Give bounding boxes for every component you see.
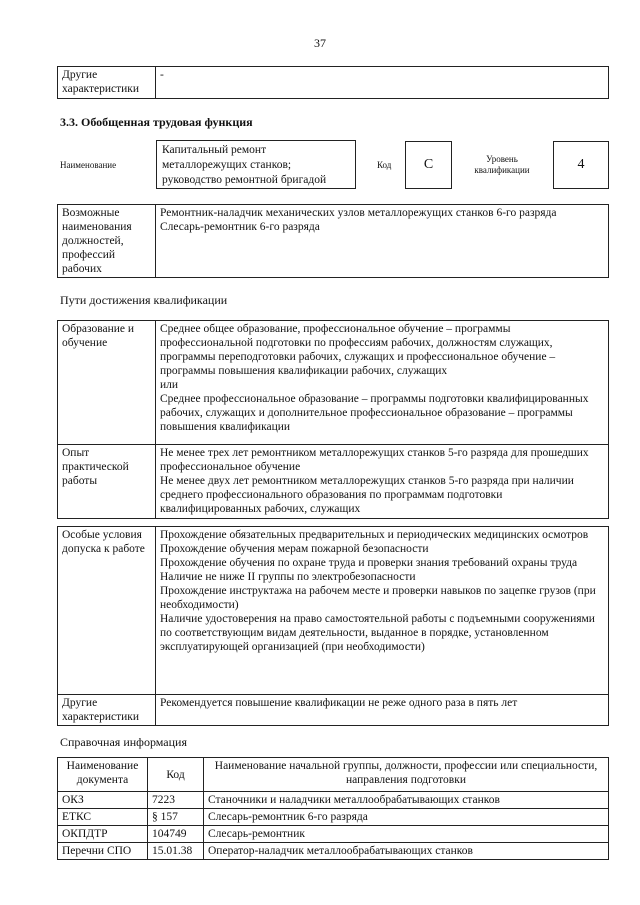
experience-line: Не менее двух лет ремонтником металлорежущих станков 5-го разряда при наличии среднего профессионального образования по программам подготовки квалифицированных рабочих, служащих bbox=[160, 475, 574, 515]
special-line: Прохождение обучения мерам пожарной безопасности bbox=[160, 543, 429, 555]
reference-table bbox=[57, 757, 609, 860]
special-line: Прохождение обязательных предварительных и периодических медицинских осмотров bbox=[160, 529, 589, 541]
special-line: Наличие удостоверения на право самостоятельной работы с подъемными сооружениями по соответствующим видам деятельности, выданное в порядке, установленном эксплуатирующей организацией (при необходимости) bbox=[160, 613, 595, 653]
name-label: Наименование bbox=[60, 160, 117, 170]
experience-line: Не менее трех лет ремонтником металлорежущих станков 5-го разряда для прошедших профессиональное обучение bbox=[160, 447, 589, 473]
reference-heading: Справочная информация bbox=[60, 735, 187, 749]
table-row bbox=[58, 809, 609, 826]
name-value: Капитальный ремонт металлорежущих станков; руководство ремонтной бригадой bbox=[156, 140, 356, 189]
education-line: или bbox=[160, 379, 179, 391]
ref-cell: § 157 bbox=[148, 809, 204, 826]
position-item: Ремонтник-наладчик механических узлов металлорежущих станков 6-го разряда bbox=[160, 207, 557, 219]
table-row bbox=[58, 826, 609, 843]
ref-cell: 7223 bbox=[148, 792, 204, 809]
positions-table bbox=[57, 204, 609, 278]
ref-cell: Перечни СПО bbox=[58, 843, 148, 860]
top-other-table bbox=[57, 66, 609, 99]
ref-cell: Слесарь-ремонтник bbox=[204, 826, 609, 843]
ref-cell: Станочники и наладчики металлообрабатывающих станков bbox=[204, 792, 609, 809]
section-title: 3.3. Обобщенная трудовая функция bbox=[60, 115, 253, 129]
code-label: Код bbox=[377, 160, 392, 170]
special-line: Наличие не ниже II группы по электробезопасности bbox=[160, 571, 416, 583]
page-number: 37 bbox=[314, 36, 326, 50]
ref-cell: ЕТКС bbox=[58, 809, 148, 826]
paths-heading: Пути достижения квалификации bbox=[60, 293, 228, 307]
experience-label: Опыт практической работы bbox=[58, 445, 156, 519]
ref-cell: Слесарь-ремонтник 6-го разряда bbox=[204, 809, 609, 826]
ref-cell: ОКПДТР bbox=[58, 826, 148, 843]
special-label: Особые условия допуска к работе bbox=[58, 527, 156, 695]
positions-label: Возможные наименования должностей, профессий рабочих bbox=[58, 205, 156, 278]
top-other-label: Другие характеристики bbox=[58, 67, 156, 99]
position-item: Слесарь-ремонтник 6-го разряда bbox=[160, 221, 320, 233]
ref-cell: ОКЗ bbox=[58, 792, 148, 809]
special-line: Прохождение обучения по охране труда и проверки знания требований охраны труда bbox=[160, 557, 578, 569]
education-line: Среднее общее образование, профессиональное обучение – программы профессиональной подготовки по профессиям рабочих, должностям служащих, программы переподготовки рабочих, служащих и профессиональное обучение – программы повышения квалификации рабочих, служащих bbox=[160, 323, 556, 377]
other-value: Рекомендуется повышение квалификации не реже одного раза в пять лет bbox=[156, 695, 609, 726]
ref-header-doc: Наименование документа bbox=[58, 758, 148, 792]
other-label: Другие характеристики bbox=[58, 695, 156, 726]
level-value: 4 bbox=[553, 141, 609, 189]
ref-header-code: Код bbox=[148, 758, 204, 792]
level-label: Уровень квалификации bbox=[474, 154, 530, 175]
education-line: Среднее профессиональное образование – программы подготовки квалифицированных рабочих, служащих и дополнительное профессиональное образование – программы повышения квалификации bbox=[160, 393, 589, 433]
ref-header-name: Наименование начальной группы, должности, профессии или специальности, направления подготовки bbox=[204, 758, 609, 792]
code-value: С bbox=[405, 141, 452, 189]
education-label: Образование и обучение bbox=[58, 321, 156, 445]
ref-cell: 15.01.38 bbox=[148, 843, 204, 860]
table-row bbox=[58, 792, 609, 809]
special-conditions-table bbox=[57, 526, 609, 726]
qualification-paths-table bbox=[57, 320, 609, 519]
special-line: Прохождение инструктажа на рабочем месте и проверки навыков по зацепке грузов (при необходимости) bbox=[160, 585, 596, 611]
ref-cell: Оператор-наладчик металлообрабатывающих станков bbox=[204, 843, 609, 860]
ref-cell: 104749 bbox=[148, 826, 204, 843]
table-row bbox=[58, 843, 609, 860]
top-other-value: - bbox=[156, 67, 609, 99]
